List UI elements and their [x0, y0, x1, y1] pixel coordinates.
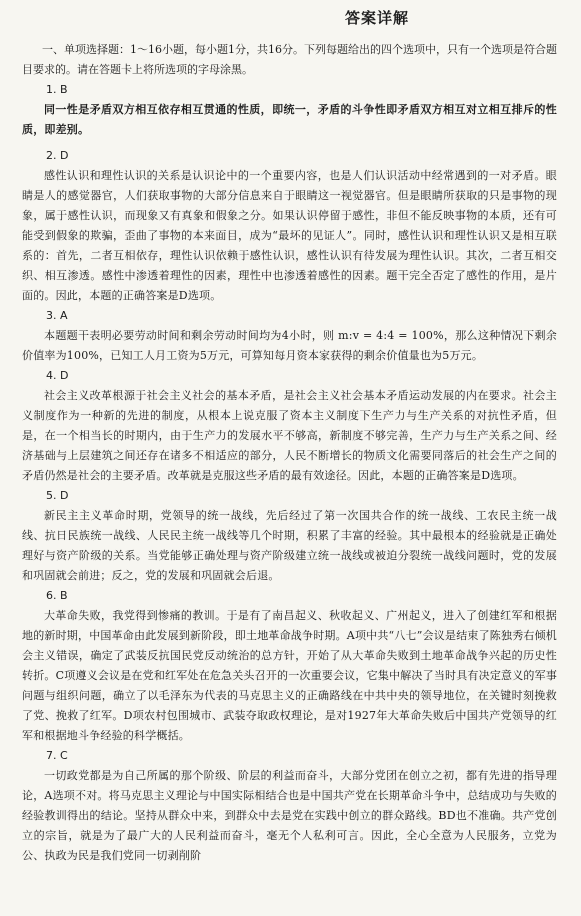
- answer-label-3: 3. A: [46, 309, 68, 322]
- answer-explanation-2: 感性认识和理性认识的关系是认识论中的一个重要内容，也是人们认识活动中经常遇到的一对矛盾。眼睛是人的感觉器官，人们获取事物的大部分信息来自于眼睛这一视觉器官。但是眼睛所获取的只是事物的现象，属于感性认识，而现象又有真象和假象之分。如果认识停留于感性，非但不能反映事物的本质，还有可能受到假象的欺骗，歪曲了事物的本来面目，成为“最坏的见证人”。同时，感性认识和理性认识又是相互联系的：首先，二者互相依存，理性认识依赖于感性认识，感性认识有待发展为理性认识。其次，二者互相交织、相互渗透。感性中渗透着理性的因素，理性中也渗透着感性的因素。题干完全否定了感性的作用，是片面的。因此，本题的正确答案是D选项。: [22, 169, 557, 302]
- answer-label-1: 1. B: [46, 83, 68, 96]
- answer-label-4: 4. D: [46, 369, 69, 382]
- section-instructions: 一、单项选择题：1～16小题，每小题1分，共16分。下列每题给出的四个选项中，只有一个选项是符合题目要求的。请在答题卡上将所选项的字母涂黑。: [22, 43, 557, 76]
- answer-explanation-3: 本题题干表明必要劳动时间和剩余劳动时间均为4小时，则 m:v = 4:4 = 100%，那么这种情况下剩余价值率为100%，已知工人月工资为5万元，可算知每月资本家获得的剩余价值量也为5万元。: [22, 329, 557, 362]
- answer-explanation-4: 社会主义改革根源于社会主义社会的基本矛盾，是社会主义社会基本矛盾运动发展的内在要求。社会主义制度作为一种新的先进的制度，从根本上说克服了资本主义制度下生产力与生产关系的对抗性矛盾，但是，在一个相当长的时期内，由于生产力的发展水平不够高，新制度不够完善，生产力与生产关系之间、经济基础与上层建筑之间还存在诸多不相适应的部分，人民不断增长的物质文化需要同落后的社会生产之间的矛盾仍然是社会的主要矛盾。改革就是克服这些矛盾的最有效途径。因此，本题的正确答案是D选项。: [22, 389, 557, 482]
- answer-explanation-7: 一切政党都是为自己所属的那个阶级、阶层的利益而奋斗，大部分党团在创立之初，都有先进的指导理论，A选项不对。将马克思主义理论与中国实际相结合也是中国共产党在长期革命斗争中，总结成功与失败的经验教训得出的结论。坚持从群众中来，到群众中去是党在实践中创立的群众路线。BD也不准确。共产党创立的宗旨，就是为了最广大的人民利益而奋斗，毫无个人私利可言。因此，全心全意为人民服务，立党为公、执政为民是我们党同一切剥削阶: [22, 769, 557, 862]
- answer-label-2: 2. D: [46, 149, 69, 162]
- answer-label-7: 7. C: [46, 749, 68, 762]
- answer-label-6: 6. B: [46, 589, 68, 602]
- page-title: 答案详解: [344, 9, 409, 27]
- answer-explanation-6: 大革命失败，我党得到惨痛的教训。于是有了南昌起义、秋收起义、广州起义，进入了创建红军和根据地的新时期，中国革命由此发展到新阶段，即土地革命战争时期。A项中共“八七”会议是结束了陈独秀右倾机会主义错误，确定了武装反抗国民党反动统治的总方针，开始了从大革命失败到土地革命战争兴起的历史性转折。C项遵义会议是在党和红军处在危急关头召开的一次重要会议，它集中解决了当时具有决定意义的军事问题与组织问题，确立了以毛泽东为代表的马克思主义的正确路线在中共中央的领导地位，在关键时刻挽救了党、挽救了红军。D项农村包围城市、武装夺取政权理论，是对1927年大革命失败后中国共产党领导的红军和根据地斗争经验的科学概括。: [22, 609, 558, 742]
- answer-explanation-1: 同一性是矛盾双方相互依存相互贯通的性质，即统一，矛盾的斗争性即矛盾双方相互对立相互排斥的性质，即差别。: [22, 103, 557, 136]
- answer-explanation-5: 新民主主义革命时期，党领导的统一战线，先后经过了第一次国共合作的统一战线、工农民主统一战线、抗日民族统一战线、人民民主统一战线等几个时期，积累了丰富的经验。其中最根本的经验就是正确处理好与资产阶级的关系。当党能够正确处理与资产阶级建立统一战线或被迫分裂统一战线问题时，党的发展和巩固就会前进；反之，党的发展和巩固就会后退。: [22, 509, 557, 582]
- answer-label-5: 5. D: [46, 489, 69, 502]
